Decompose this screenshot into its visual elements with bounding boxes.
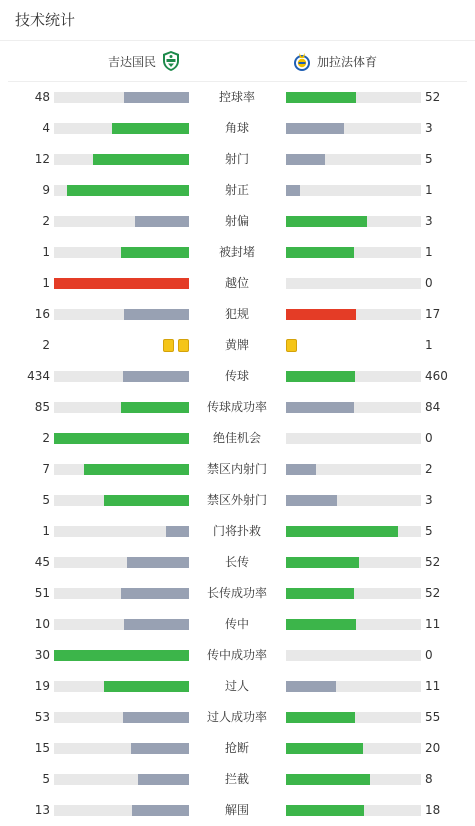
away-bar-track xyxy=(286,247,421,258)
away-value: 5 xyxy=(425,524,433,538)
home-value: 19 xyxy=(34,679,50,693)
stat-row xyxy=(0,485,475,516)
away-bar-fill xyxy=(286,402,354,413)
home-value: 85 xyxy=(34,400,50,414)
home-value: 1 xyxy=(42,276,50,290)
away-value: 3 xyxy=(425,121,433,135)
home-bar-track xyxy=(54,619,189,630)
stat-label: 传球成功率 xyxy=(206,400,267,414)
yellow-card-icon xyxy=(178,339,189,352)
away-bar-track xyxy=(286,185,421,196)
home-value: 16 xyxy=(34,307,50,321)
stat-row xyxy=(0,795,475,826)
away-value: 11 xyxy=(425,679,441,693)
home-bar-track xyxy=(54,278,189,289)
home-bar-track xyxy=(54,247,189,258)
stat-row xyxy=(0,609,475,640)
stat-label: 传中成功率 xyxy=(206,648,267,662)
stat-row xyxy=(0,392,475,423)
away-bar-fill xyxy=(286,371,355,382)
away-value: 0 xyxy=(425,276,433,290)
stat-row xyxy=(0,733,475,764)
away-value: 1 xyxy=(425,183,433,197)
home-bar-track xyxy=(54,712,189,723)
away-bar-fill xyxy=(286,247,354,258)
away-value: 11 xyxy=(425,617,441,631)
away-team[interactable] xyxy=(291,41,381,81)
home-bar-track xyxy=(54,557,189,568)
stat-label: 犯规 xyxy=(224,307,249,321)
stat-row xyxy=(0,547,475,578)
home-bar-fill xyxy=(121,247,189,258)
home-value: 45 xyxy=(34,555,50,569)
away-bar-track xyxy=(286,92,421,103)
stat-row xyxy=(0,144,475,175)
home-value: 53 xyxy=(34,710,50,724)
home-bar-fill xyxy=(132,805,189,816)
away-bar-track xyxy=(286,433,421,444)
stat-label: 射门 xyxy=(224,152,249,166)
stat-label: 抢断 xyxy=(224,741,249,755)
home-bar-fill xyxy=(124,92,189,103)
away-bar-track xyxy=(286,774,421,785)
home-bar-track xyxy=(54,185,189,196)
home-value: 4 xyxy=(42,121,50,135)
away-bar-track xyxy=(286,681,421,692)
home-bar-track xyxy=(54,123,189,134)
away-bar-track xyxy=(286,588,421,599)
away-bar-fill xyxy=(286,464,316,475)
home-bar-track xyxy=(54,92,189,103)
stat-row xyxy=(0,578,475,609)
home-value: 1 xyxy=(42,245,50,259)
stat-row xyxy=(0,361,475,392)
away-value: 0 xyxy=(425,431,433,445)
away-bar-track xyxy=(286,557,421,568)
away-value: 1 xyxy=(425,338,433,352)
home-value: 9 xyxy=(42,183,50,197)
home-bar-fill xyxy=(67,185,189,196)
stats-list xyxy=(0,82,475,826)
stat-row xyxy=(0,764,475,795)
stat-row xyxy=(0,175,475,206)
home-bar-fill xyxy=(124,619,189,630)
home-bar-track xyxy=(54,805,189,816)
away-bar-fill xyxy=(286,309,356,320)
away-value: 460 xyxy=(425,369,448,383)
stat-label: 越位 xyxy=(224,276,249,290)
away-bar-track xyxy=(286,650,421,661)
home-bar-fill xyxy=(54,433,189,444)
home-bar-fill xyxy=(104,681,189,692)
stat-row xyxy=(0,640,475,671)
stat-label: 过人成功率 xyxy=(206,710,267,724)
away-bar-fill xyxy=(286,92,356,103)
away-value: 3 xyxy=(425,493,433,507)
away-bar-fill xyxy=(286,557,359,568)
home-bar-track xyxy=(54,650,189,661)
stat-label: 射正 xyxy=(224,183,249,197)
away-value: 5 xyxy=(425,152,433,166)
stat-row xyxy=(0,113,475,144)
stat-row xyxy=(0,454,475,485)
away-value: 0 xyxy=(425,648,433,662)
home-bar-track xyxy=(54,402,189,413)
away-bar-fill xyxy=(286,185,300,196)
home-bar-fill xyxy=(121,402,189,413)
yellow-card-icon xyxy=(163,339,174,352)
home-bar-track xyxy=(54,495,189,506)
stat-label: 禁区内射门 xyxy=(206,462,267,476)
home-value: 51 xyxy=(34,586,50,600)
home-value: 434 xyxy=(27,369,50,383)
away-bar-track xyxy=(286,464,421,475)
away-value: 1 xyxy=(425,245,433,259)
home-team-name: 吉达国民 xyxy=(107,54,156,69)
away-bar-track xyxy=(286,402,421,413)
away-bar-fill xyxy=(286,588,354,599)
away-bar-fill xyxy=(286,123,344,134)
home-value: 1 xyxy=(42,524,50,538)
home-value: 15 xyxy=(34,741,50,755)
away-bar-fill xyxy=(286,526,398,537)
home-bar-fill xyxy=(123,712,189,723)
home-bar-fill xyxy=(135,216,189,227)
away-bar-track xyxy=(286,526,421,537)
teams-header xyxy=(8,41,467,82)
stat-row xyxy=(0,82,475,113)
home-bar-fill xyxy=(104,495,189,506)
home-bar-fill xyxy=(124,309,189,320)
away-value: 17 xyxy=(425,307,441,321)
away-value: 52 xyxy=(425,586,441,600)
yellow-card-icon xyxy=(286,339,297,352)
away-value: 52 xyxy=(425,90,441,104)
home-value: 5 xyxy=(42,772,50,786)
away-team-logo-icon xyxy=(291,50,313,72)
stat-label: 门将扑救 xyxy=(212,524,261,538)
home-bar-track xyxy=(54,743,189,754)
away-bar-track xyxy=(286,371,421,382)
stat-row xyxy=(0,702,475,733)
away-value: 52 xyxy=(425,555,441,569)
home-team-logo-icon xyxy=(160,50,182,72)
away-bar-track xyxy=(286,712,421,723)
away-bar-fill xyxy=(286,712,355,723)
stat-row xyxy=(0,671,475,702)
away-bar-fill xyxy=(286,805,364,816)
home-bar-fill xyxy=(84,464,189,475)
away-bar-fill xyxy=(286,495,337,506)
stat-label: 传中 xyxy=(224,617,249,631)
away-value: 2 xyxy=(425,462,433,476)
home-bar-track xyxy=(54,309,189,320)
home-bar-fill xyxy=(112,123,189,134)
home-value: 48 xyxy=(34,90,50,104)
away-bar-track xyxy=(286,743,421,754)
away-bar-track xyxy=(286,805,421,816)
home-bar-track xyxy=(54,371,189,382)
home-bar-track xyxy=(54,433,189,444)
stat-row xyxy=(0,423,475,454)
away-value: 84 xyxy=(425,400,441,414)
away-bar-track xyxy=(286,495,421,506)
home-value: 2 xyxy=(42,338,50,352)
home-bar-track xyxy=(54,681,189,692)
home-value: 5 xyxy=(42,493,50,507)
home-value: 13 xyxy=(34,803,50,817)
home-bar-fill xyxy=(166,526,189,537)
away-bar-track xyxy=(286,154,421,165)
home-bar-fill xyxy=(123,371,189,382)
home-bar-track xyxy=(54,216,189,227)
home-team[interactable] xyxy=(104,41,182,81)
away-bar-fill xyxy=(286,743,363,754)
away-bar-fill xyxy=(286,216,367,227)
away-bar-fill xyxy=(286,681,336,692)
page-title: 技术统计 xyxy=(0,0,475,41)
stat-label: 射偏 xyxy=(224,214,249,228)
home-bar-track xyxy=(54,526,189,537)
away-bar-fill xyxy=(286,619,356,630)
home-yellow-cards xyxy=(163,339,189,352)
stat-label: 绝佳机会 xyxy=(212,431,261,445)
stat-row xyxy=(0,299,475,330)
home-value: 2 xyxy=(42,431,50,445)
home-value: 10 xyxy=(34,617,50,631)
stat-label: 长传成功率 xyxy=(206,586,267,600)
home-bar-fill xyxy=(131,743,189,754)
away-team-name: 加拉法体育 xyxy=(317,54,378,69)
away-bar-track xyxy=(286,278,421,289)
stat-row xyxy=(0,516,475,547)
home-value: 7 xyxy=(42,462,50,476)
stat-label: 被封堵 xyxy=(218,245,255,259)
away-value: 8 xyxy=(425,772,433,786)
away-bar-track xyxy=(286,216,421,227)
home-bar-fill xyxy=(93,154,189,165)
stat-row xyxy=(0,268,475,299)
home-bar-fill xyxy=(121,588,189,599)
away-value: 3 xyxy=(425,214,433,228)
home-bar-track xyxy=(54,588,189,599)
home-bar-track xyxy=(54,774,189,785)
stat-label: 控球率 xyxy=(218,90,255,104)
home-value: 2 xyxy=(42,214,50,228)
home-bar-track xyxy=(54,464,189,475)
home-bar-fill xyxy=(54,650,189,661)
stat-row xyxy=(0,330,475,361)
stat-label: 传球 xyxy=(224,369,249,383)
stat-row xyxy=(0,206,475,237)
away-value: 18 xyxy=(425,803,441,817)
home-bar-fill xyxy=(54,278,189,289)
away-bar-track xyxy=(286,123,421,134)
stat-label: 长传 xyxy=(224,555,249,569)
away-value: 20 xyxy=(425,741,441,755)
away-bar-fill xyxy=(286,154,325,165)
stat-label: 拦截 xyxy=(224,772,249,786)
stat-label: 黄牌 xyxy=(224,338,249,352)
stat-label: 角球 xyxy=(224,121,249,135)
stat-label: 解围 xyxy=(224,803,249,817)
stat-row xyxy=(0,237,475,268)
home-bar-track xyxy=(54,154,189,165)
home-value: 12 xyxy=(34,152,50,166)
away-value: 55 xyxy=(425,710,441,724)
home-bar-fill xyxy=(127,557,189,568)
away-bar-fill xyxy=(286,774,370,785)
away-yellow-cards xyxy=(286,339,297,352)
away-bar-track xyxy=(286,309,421,320)
away-bar-track xyxy=(286,619,421,630)
stat-label: 禁区外射门 xyxy=(206,493,267,507)
stat-label: 过人 xyxy=(224,679,249,693)
home-bar-fill xyxy=(138,774,189,785)
home-value: 30 xyxy=(34,648,50,662)
